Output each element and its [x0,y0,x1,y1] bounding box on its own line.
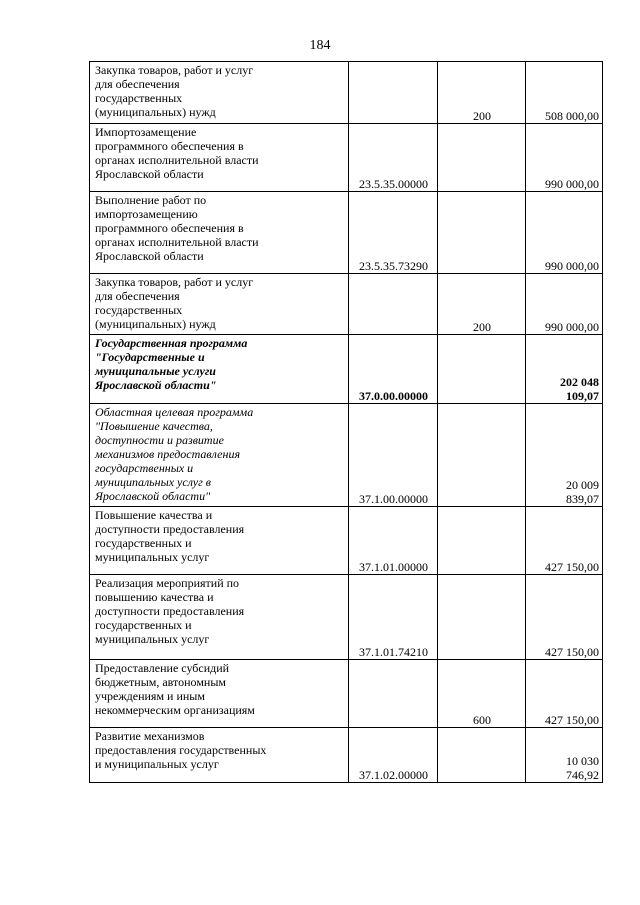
row-expense-type [438,575,526,660]
page-number: 184 [309,38,331,53]
row-expense-type [438,124,526,192]
row-name: Закупка товаров, работ и услуг для обеспечения государственных (муниципальных) нужд [90,274,349,335]
row-target-code: 37.1.01.74210 [349,575,438,660]
table-row [90,124,603,192]
row-expense-type [438,404,526,507]
row-amount: 508 000,00 [526,62,603,124]
row-amount: 427 150,00 [526,507,603,575]
row-target-code: 37.0.00.00000 [349,335,438,404]
row-name: Выполнение работ по импортозамещению программного обеспечения в органах исполнительной власти Ярославской области [90,192,349,274]
row-name: Реализация мероприятий по повышению качества и доступности предоставления государственных и муниципальных услуг [90,575,349,660]
row-amount: 202 048 109,07 [526,335,603,404]
row-expense-type: 200 [438,62,526,124]
row-name: Повышение качества и доступности предоставления государственных и муниципальных услуг [90,507,349,575]
row-expense-type: 200 [438,274,526,335]
row-target-code: 23.5.35.00000 [349,124,438,192]
row-expense-type [438,192,526,274]
table-row [90,575,603,660]
table-row [90,728,603,783]
row-target-code: 23.5.35.73290 [349,192,438,274]
row-amount: 990 000,00 [526,124,603,192]
row-amount: 990 000,00 [526,274,603,335]
row-name: Закупка товаров, работ и услуг для обеспечения государственных (муниципальных) нужд [90,62,349,124]
row-name: Областная целевая программа "Повышение качества, доступности и развитие механизмов предоставления государственных и муниципальных услуг в Ярославской области" [90,404,349,507]
row-target-code: 37.1.00.00000 [349,404,438,507]
table-row [90,192,603,274]
row-amount: 427 150,00 [526,660,603,728]
row-expense-type [438,728,526,783]
table-row [90,274,603,335]
row-name: Развитие механизмов предоставления государственных и муниципальных услуг [90,728,349,783]
row-name: Импортозамещение программного обеспечения в органах исполнительной власти Ярославской области [90,124,349,192]
row-name: Предоставление субсидий бюджетным, автономным учреждениям и иным некоммерческим организациям [90,660,349,728]
row-target-code: 37.1.01.00000 [349,507,438,575]
table-row [90,62,603,124]
row-expense-type [438,335,526,404]
row-target-code [349,660,438,728]
row-target-code: 37.1.02.00000 [349,728,438,783]
table-row [90,660,603,728]
row-amount: 990 000,00 [526,192,603,274]
row-amount: 427 150,00 [526,575,603,660]
row-target-code [349,62,438,124]
budget-table [89,61,603,783]
table-row [90,335,603,404]
row-amount: 10 030 746,92 [526,728,603,783]
row-expense-type: 600 [438,660,526,728]
row-expense-type [438,507,526,575]
row-target-code [349,274,438,335]
row-name: Государственная программа "Государственные и муниципальные услуги Ярославской области" [90,335,349,404]
table-row [90,404,603,507]
row-amount: 20 009 839,07 [526,404,603,507]
table-row [90,507,603,575]
